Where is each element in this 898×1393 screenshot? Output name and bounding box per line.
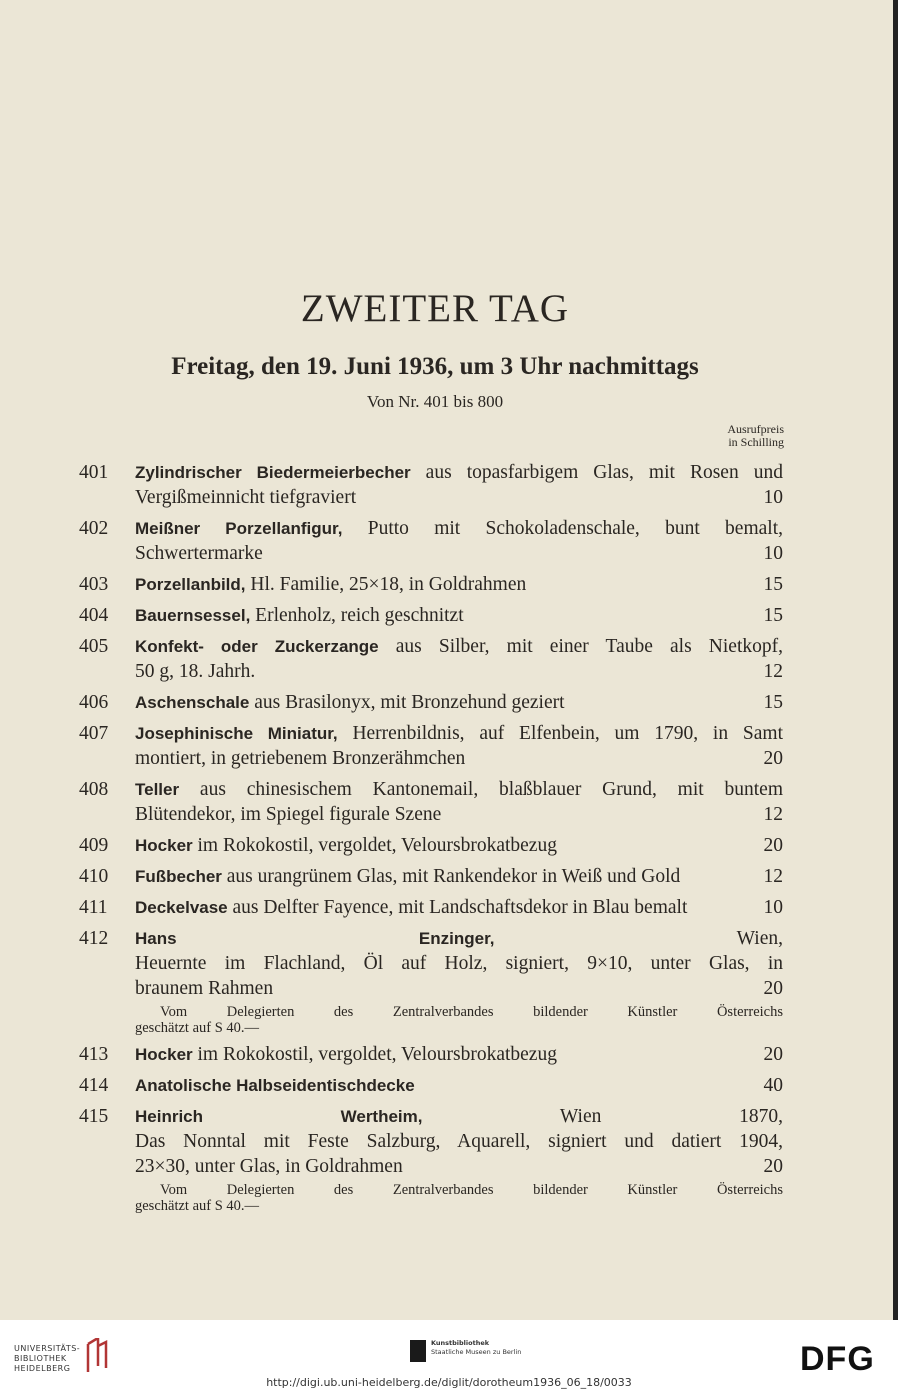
kunstbibliothek-label <box>431 1339 521 1357</box>
lot-description: Wien 1870, <box>422 1106 783 1127</box>
note-line: Vom Delegierten des Zentralverbandes bildender Künstler Österreichs <box>160 1182 783 1198</box>
lot-price: 40 <box>763 1075 783 1096</box>
lot-line <box>135 976 783 1001</box>
lot-description: im Rokokostil, vergoldet, Veloursbrokatbezug <box>192 1044 557 1065</box>
lot-description: Wien, <box>494 928 783 949</box>
lot-line <box>135 833 783 858</box>
note-line: Vom Delegierten des Zentralverbandes bildender Künstler Österreichs <box>160 1004 783 1020</box>
lot-number: 407 <box>79 723 109 744</box>
lot-description: Herrenbildnis, auf Elfenbein, um 1790, in Samt <box>337 723 783 744</box>
lot-price: 20 <box>763 978 783 999</box>
lot-description: montiert, in getriebenem Bronzerähmchen <box>135 748 466 769</box>
lot-title: Anatolische Halbseidentischdecke <box>135 1076 415 1095</box>
lot-title: Hocker <box>135 1045 193 1064</box>
lot-line <box>135 485 783 510</box>
lot-line <box>135 541 783 566</box>
lot-price: 12 <box>763 866 783 887</box>
price-column-header <box>727 423 784 449</box>
lot-title: Deckelvase <box>135 898 228 917</box>
lot-line <box>135 1129 783 1154</box>
ub-line3: HEIDELBERG <box>14 1364 71 1373</box>
lot-line <box>135 603 783 628</box>
note-line: geschätzt auf S 40.— <box>135 1020 260 1036</box>
lot-title: Konfekt- oder Zuckerzange <box>135 637 379 656</box>
lot-description: 23×30, unter Glas, in Goldrahmen <box>135 1156 403 1177</box>
lot-line <box>135 951 783 976</box>
lot-price: 15 <box>763 692 783 713</box>
lot-entry <box>0 634 783 684</box>
lot-description: Blütendekor, im Spiegel figurale Szene <box>135 804 442 825</box>
price-header-line1: Ausrufpreis <box>727 422 784 436</box>
lot-entry <box>0 864 783 889</box>
note-line: geschätzt auf S 40.— <box>135 1198 260 1214</box>
lot-line <box>135 895 783 920</box>
page-edge <box>893 0 898 1320</box>
date-heading: Freitag, den 19. Juni 1936, um 3 Uhr nachmittags <box>171 353 699 380</box>
lot-description: Schwertermarke <box>135 543 263 564</box>
lot-description: aus Silber, mit einer Taube als Nietkopf, <box>378 636 783 657</box>
lot-title: Aschenschale <box>135 693 250 712</box>
lot-title: Teller <box>135 780 180 799</box>
lot-number: 406 <box>79 692 109 713</box>
lot-price: 10 <box>763 543 783 564</box>
lot-title: Hans Enzinger, <box>135 929 495 948</box>
source-url[interactable]: http://digi.ub.uni-heidelberg.de/diglit/dorotheum1936_06_18/0033 <box>266 1376 632 1389</box>
lot-entry <box>0 895 783 920</box>
lot-title: Zylindrischer Biedermeierbecher <box>135 463 411 482</box>
lot-description: aus topasfarbigem Glas, mit Rosen und <box>410 462 783 483</box>
lot-description: aus Delfter Fayence, mit Landschaftsdekor in Blau bemalt <box>227 897 688 918</box>
kb-line1: Kunstbibliothek <box>431 1339 490 1347</box>
lot-number: 411 <box>79 897 108 918</box>
lot-description: Erlenholz, reich geschnitzt <box>250 605 464 626</box>
lot-title: Fußbecher <box>135 867 222 886</box>
lot-number: 410 <box>79 866 109 887</box>
lot-price: 15 <box>763 605 783 626</box>
lot-appraisal-note <box>135 1004 783 1036</box>
lot-title: Meißner Porzellanfigur, <box>135 519 343 538</box>
lot-title: Heinrich Wertheim, <box>135 1107 423 1126</box>
lot-title: Bauernsessel, <box>135 606 251 625</box>
lot-price: 15 <box>763 574 783 595</box>
lot-line <box>135 659 783 684</box>
lot-price: 10 <box>763 897 783 918</box>
lot-title: Hocker <box>135 836 193 855</box>
lot-entry <box>0 572 783 597</box>
lot-line <box>135 864 783 889</box>
lot-price: 20 <box>763 1044 783 1065</box>
lot-description: Hl. Familie, 25×18, in Goldrahmen <box>245 574 527 595</box>
lot-description: aus urangrünem Glas, mit Rankendekor in Weiß und Gold <box>221 866 681 887</box>
lot-price: 20 <box>763 1156 783 1177</box>
ub-heidelberg-label <box>14 1344 80 1374</box>
lot-entry <box>0 1042 783 1067</box>
lot-line <box>135 572 783 597</box>
lot-line <box>135 721 783 746</box>
ub-line2: BIBLIOTHEK <box>14 1354 67 1363</box>
lot-appraisal-note <box>135 1182 783 1214</box>
lot-line <box>135 1154 783 1179</box>
lot-number: 412 <box>79 928 109 949</box>
lot-entry <box>0 1073 783 1098</box>
lot-description: aus Brasilonyx, mit Bronzehund geziert <box>249 692 565 713</box>
lot-description: Vergißmeinnicht tiefgraviert <box>135 487 357 508</box>
lot-line <box>135 516 783 541</box>
lot-description: braunem Rahmen <box>135 978 274 999</box>
lot-entry <box>0 926 783 1036</box>
lot-entry <box>0 721 783 771</box>
lot-price: 12 <box>763 661 783 682</box>
lot-description: 50 g, 18. Jahrh. <box>135 661 256 682</box>
lot-description: im Rokokostil, vergoldet, Veloursbrokatbezug <box>192 835 557 856</box>
lot-line <box>135 690 783 715</box>
lot-description: Putto mit Schokoladenschale, bunt bemalt, <box>342 518 783 539</box>
lot-description: Heuernte im Flachland, Öl auf Holz, signiert, 9×10, unter Glas, in <box>135 953 783 974</box>
footer <box>0 1320 898 1393</box>
lot-line <box>135 1104 783 1129</box>
lot-price: 10 <box>763 487 783 508</box>
lot-line <box>135 926 783 951</box>
lot-price: 20 <box>763 835 783 856</box>
lot-number: 413 <box>79 1044 109 1065</box>
lot-entry <box>0 690 783 715</box>
lot-line <box>135 746 783 771</box>
lot-line <box>135 634 783 659</box>
lot-price: 12 <box>763 804 783 825</box>
lot-list <box>0 460 893 1220</box>
kb-line2: Staatliche Museen zu Berlin <box>431 1348 522 1356</box>
lot-line <box>135 460 783 485</box>
lot-number: 405 <box>79 636 109 657</box>
lot-entry <box>0 777 783 827</box>
lot-range: Von Nr. 401 bis 800 <box>366 392 504 411</box>
lot-line <box>135 1042 783 1067</box>
lot-line <box>135 802 783 827</box>
lot-price: 20 <box>763 748 783 769</box>
day-heading: ZWEITER TAG <box>300 287 570 330</box>
lot-entry <box>0 516 783 566</box>
lot-title: Porzellanbild, <box>135 575 246 594</box>
ub-heidelberg-logo-icon <box>84 1338 108 1374</box>
lot-description: aus chinesischem Kantonemail, blaßblauer Grund, mit buntem <box>179 779 783 800</box>
lot-number: 401 <box>79 462 109 483</box>
ub-line1: UNIVERSITÄTS- <box>14 1344 81 1353</box>
lot-number: 409 <box>79 835 109 856</box>
lot-description: Das Nonntal mit Feste Salzburg, Aquarell, signiert und datiert 1904, <box>135 1131 783 1152</box>
lot-line <box>135 1073 783 1098</box>
lot-number: 403 <box>79 574 109 595</box>
lot-number: 408 <box>79 779 109 800</box>
lot-entry <box>0 833 783 858</box>
lot-line <box>135 777 783 802</box>
lot-entry <box>0 603 783 628</box>
lot-entry <box>0 460 783 510</box>
lot-number: 402 <box>79 518 109 539</box>
kunstbibliothek-logo-icon <box>410 1340 426 1362</box>
lot-title: Josephinische Miniatur, <box>135 724 338 743</box>
lot-number: 415 <box>79 1106 109 1127</box>
lot-number: 404 <box>79 605 109 626</box>
dfg-logo: DFG <box>800 1340 875 1378</box>
price-header-line2: in Schilling <box>728 435 784 449</box>
lot-number: 414 <box>79 1075 109 1096</box>
lot-entry <box>0 1104 783 1214</box>
